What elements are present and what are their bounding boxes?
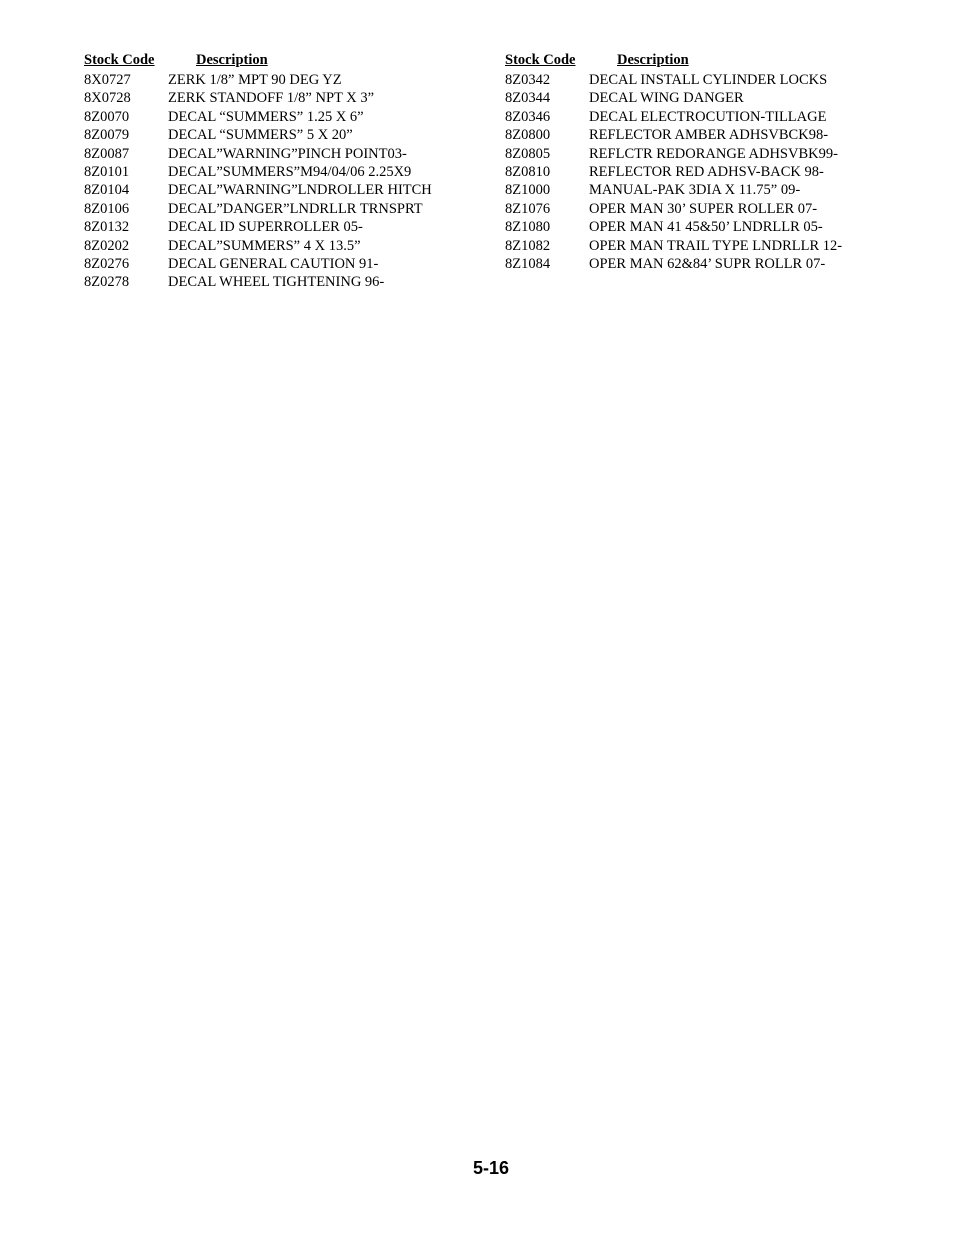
description: DECAL INSTALL CYLINDER LOCKS xyxy=(589,72,828,88)
description: OPER MAN 62&84’ SUPR ROLLR 07- xyxy=(589,255,826,272)
header-stock-code: Stock Code xyxy=(84,52,155,68)
stock-code: 8Z0101 xyxy=(84,163,130,180)
table-row xyxy=(505,238,905,256)
description: REFLCTR REDORANGE ADHSVBK99- xyxy=(589,145,838,162)
description: OPER MAN 41 45&50’ LNDRLLR 05- xyxy=(589,219,823,236)
description: DECAL”SUMMERS”M94/04/06 2.25X9 xyxy=(168,163,412,180)
stock-code: 8Z0106 xyxy=(84,200,130,217)
description: DECAL ID SUPERROLLER 05- xyxy=(168,219,363,236)
description: DECAL”WARNING”PINCH POINT03- xyxy=(168,145,407,162)
description: MANUAL-PAK 3DIA X 11.75” 09- xyxy=(589,182,801,199)
table-row xyxy=(84,90,504,108)
table-row xyxy=(84,127,504,145)
stock-code: 8Z0104 xyxy=(84,182,130,199)
description: DECAL”SUMMERS” 4 X 13.5” xyxy=(168,237,361,254)
stock-code: 8Z0344 xyxy=(505,90,551,107)
table-row xyxy=(84,109,504,127)
table-row xyxy=(84,72,504,90)
table-header xyxy=(84,52,504,70)
description: DECAL “SUMMERS” 1.25 X 6” xyxy=(168,108,364,125)
stock-code: 8Z0810 xyxy=(505,163,551,180)
parts-table-left xyxy=(84,52,504,293)
table-row xyxy=(84,182,504,200)
stock-code: 8Z0202 xyxy=(84,237,130,254)
table-row xyxy=(505,90,905,108)
table-row xyxy=(84,146,504,164)
description: DECAL GENERAL CAUTION 91- xyxy=(168,255,379,272)
description: DECAL WING DANGER xyxy=(589,90,744,107)
table-row xyxy=(505,219,905,237)
table-row xyxy=(505,127,905,145)
table-header xyxy=(505,52,905,70)
table-row xyxy=(84,201,504,219)
stock-code: 8Z1000 xyxy=(505,182,551,199)
stock-code: 8Z0079 xyxy=(84,127,130,144)
description: DECAL”DANGER”LNDRLLR TRNSPRT xyxy=(168,200,423,217)
description: ZERK 1/8” MPT 90 DEG YZ xyxy=(168,72,342,88)
stock-code: 8Z0070 xyxy=(84,108,130,125)
description: REFLECTOR AMBER ADHSVBCK98- xyxy=(589,127,829,144)
header-description: Description xyxy=(617,52,689,68)
stock-code: 8Z0346 xyxy=(505,108,551,125)
description: DECAL WHEEL TIGHTENING 96- xyxy=(168,274,385,291)
table-row xyxy=(505,256,905,274)
table-rows xyxy=(505,72,905,274)
page-number: 5-16 xyxy=(472,1158,510,1178)
stock-code: 8Z0087 xyxy=(84,145,130,162)
table-row xyxy=(84,219,504,237)
description: DECAL ELECTROCUTION-TILLAGE xyxy=(589,108,827,125)
description: REFLECTOR RED ADHSV-BACK 98- xyxy=(589,163,824,180)
stock-code: 8Z1082 xyxy=(505,237,551,254)
stock-code: 8Z0278 xyxy=(84,274,130,291)
stock-code: 8Z1084 xyxy=(505,255,551,272)
table-row xyxy=(84,274,504,292)
table-row xyxy=(505,164,905,182)
description: DECAL”WARNING”LNDROLLER HITCH xyxy=(168,182,432,199)
description: OPER MAN TRAIL TYPE LNDRLLR 12- xyxy=(589,237,843,254)
stock-code: 8Z1076 xyxy=(505,200,551,217)
table-row xyxy=(84,238,504,256)
stock-code: 8Z0805 xyxy=(505,145,551,162)
description: DECAL “SUMMERS” 5 X 20” xyxy=(168,127,353,144)
header-stock-code: Stock Code xyxy=(505,52,576,68)
table-row xyxy=(505,146,905,164)
table-rows xyxy=(84,72,504,293)
description: ZERK STANDOFF 1/8” NPT X 3” xyxy=(168,90,375,107)
table-row xyxy=(505,109,905,127)
stock-code: 8Z0342 xyxy=(505,72,551,88)
stock-code: 8Z0276 xyxy=(84,255,130,272)
stock-code: 8Z0800 xyxy=(505,127,551,144)
table-row xyxy=(84,256,504,274)
table-row xyxy=(84,164,504,182)
stock-code: 8Z0132 xyxy=(84,219,130,236)
stock-code: 8X0727 xyxy=(84,72,131,88)
table-row xyxy=(505,72,905,90)
stock-code: 8Z1080 xyxy=(505,219,551,236)
stock-code: 8X0728 xyxy=(84,90,131,107)
description: OPER MAN 30’ SUPER ROLLER 07- xyxy=(589,200,818,217)
table-row xyxy=(505,182,905,200)
parts-table-right xyxy=(505,52,905,274)
table-row xyxy=(505,201,905,219)
header-description: Description xyxy=(196,52,268,68)
